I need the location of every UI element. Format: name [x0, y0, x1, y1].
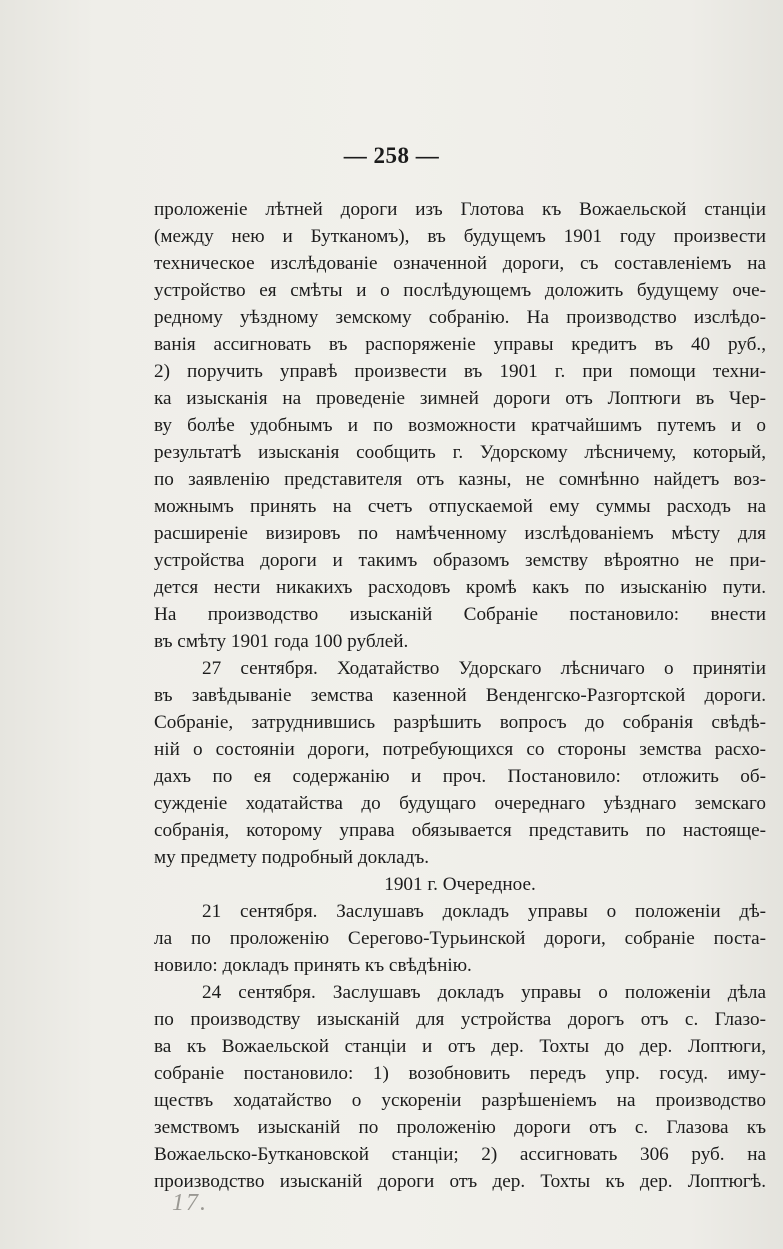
text-line: результатѣ изысканія сообщить г. Удорскому лѣсничему, который, — [154, 442, 766, 463]
text-line: му предмету подробный докладъ. — [154, 847, 430, 868]
text-line: 2) поручить управѣ произвести въ 1901 г. при помощи техни- — [154, 361, 766, 382]
text-line: дахъ по ея содержанію и проч. Постановило: отложить об- — [154, 766, 766, 787]
text-line: редному уѣздному земскому собранію. На производство изслѣдо- — [154, 307, 766, 328]
text-line: ла по проложенію Серегово-Турьинской дороги, собраніе поста- — [154, 928, 766, 949]
text-line: въ смѣту 1901 года 100 рублей. — [154, 631, 409, 652]
text-line: въ завѣдываніе земства казенной Венденгско-Разгортской дороги. — [154, 685, 766, 706]
text-line: ній о состояніи дороги, потребующихся со стороны земства расхо- — [154, 739, 766, 760]
text-line: земствомъ изысканій по проложенію дороги отъ с. Глазова къ — [154, 1117, 766, 1138]
text-line: проложеніе лѣтней дороги изъ Глотова къ Вожаельской станціи — [154, 199, 766, 220]
text-line: ванія ассигновать въ распоряженіе управы кредитъ въ 40 руб., — [154, 334, 766, 355]
text-line: Вожаельско-Буткановской станціи; 2) ассигновать 306 руб. на — [154, 1144, 766, 1165]
text-line: ву болѣе удобнымъ и по возможности кратчайшимъ путемъ и о — [154, 415, 766, 436]
text-line: 24 сентября. Заслушавъ докладъ управы о положеніи дѣла — [202, 982, 766, 1003]
text-line: ка изысканія на проведеніе зимней дороги отъ Лоптюги въ Чер- — [154, 388, 766, 409]
text-line: можнымъ принять на счетъ отпускаемой ему суммы расходъ на — [154, 496, 766, 517]
text-line: ществъ ходатайство о ускореніи разрѣшеніемъ на производство — [154, 1090, 766, 1111]
signature-mark: 17. — [172, 1190, 208, 1216]
text-line: техническое изслѣдованіе означенной дороги, съ составленіемъ на — [154, 253, 766, 274]
page-number: — 258 — — [343, 143, 440, 168]
text-line: по заявленію представителя отъ казны, не сомнѣнно найдетъ воз- — [154, 469, 766, 490]
text-line: (между нею и Бутканомъ), въ будущемъ 1901 году произвести — [154, 226, 766, 247]
text-line: собраніе постановило: 1) возобновить передъ упр. госуд. иму- — [154, 1063, 766, 1084]
text-line: расширеніе визировъ по намѣченному изслѣдованіемъ мѣсту для — [154, 523, 766, 544]
text-line: дется нести никакихъ расходовъ кромѣ какъ по изысканію пути. — [154, 577, 766, 598]
text-line: 21 сентября. Заслушавъ докладъ управы о положеніи дѣ- — [202, 901, 766, 922]
section-heading: 1901 г. Очередное. — [384, 874, 536, 895]
body-text — [154, 196, 766, 1195]
text-line: 27 сентября. Ходатайство Удорскаго лѣсничаго о принятіи — [202, 658, 766, 679]
text-line: Собраніе, затруднившись разрѣшить вопросъ до собранія свѣдѣ- — [154, 712, 766, 733]
text-line: собранія, которому управа обязывается представить по настояще- — [154, 820, 766, 841]
text-line: ва къ Вожаельской станціи и отъ дер. Тохты до дер. Лоптюги, — [154, 1036, 766, 1057]
text-line: новило: докладъ принять къ свѣдѣнію. — [154, 955, 472, 976]
text-line: устройства дороги и такимъ образомъ земству вѣроятно не при- — [154, 550, 766, 571]
text-line: На производство изысканій Собраніе постановило: внести — [154, 604, 766, 625]
text-line: производство изысканій дороги отъ дер. Тохты къ дер. Лоптюгѣ. — [154, 1171, 766, 1192]
text-line: сужденіе ходатайства до будущаго очереднаго уѣзднаго земскаго — [154, 793, 766, 814]
text-line: устройство ея смѣты и о послѣдующемъ доложить будущему оче- — [154, 280, 766, 301]
text-line: по производству изысканій для устройства дорогъ отъ с. Глазо- — [154, 1009, 766, 1030]
